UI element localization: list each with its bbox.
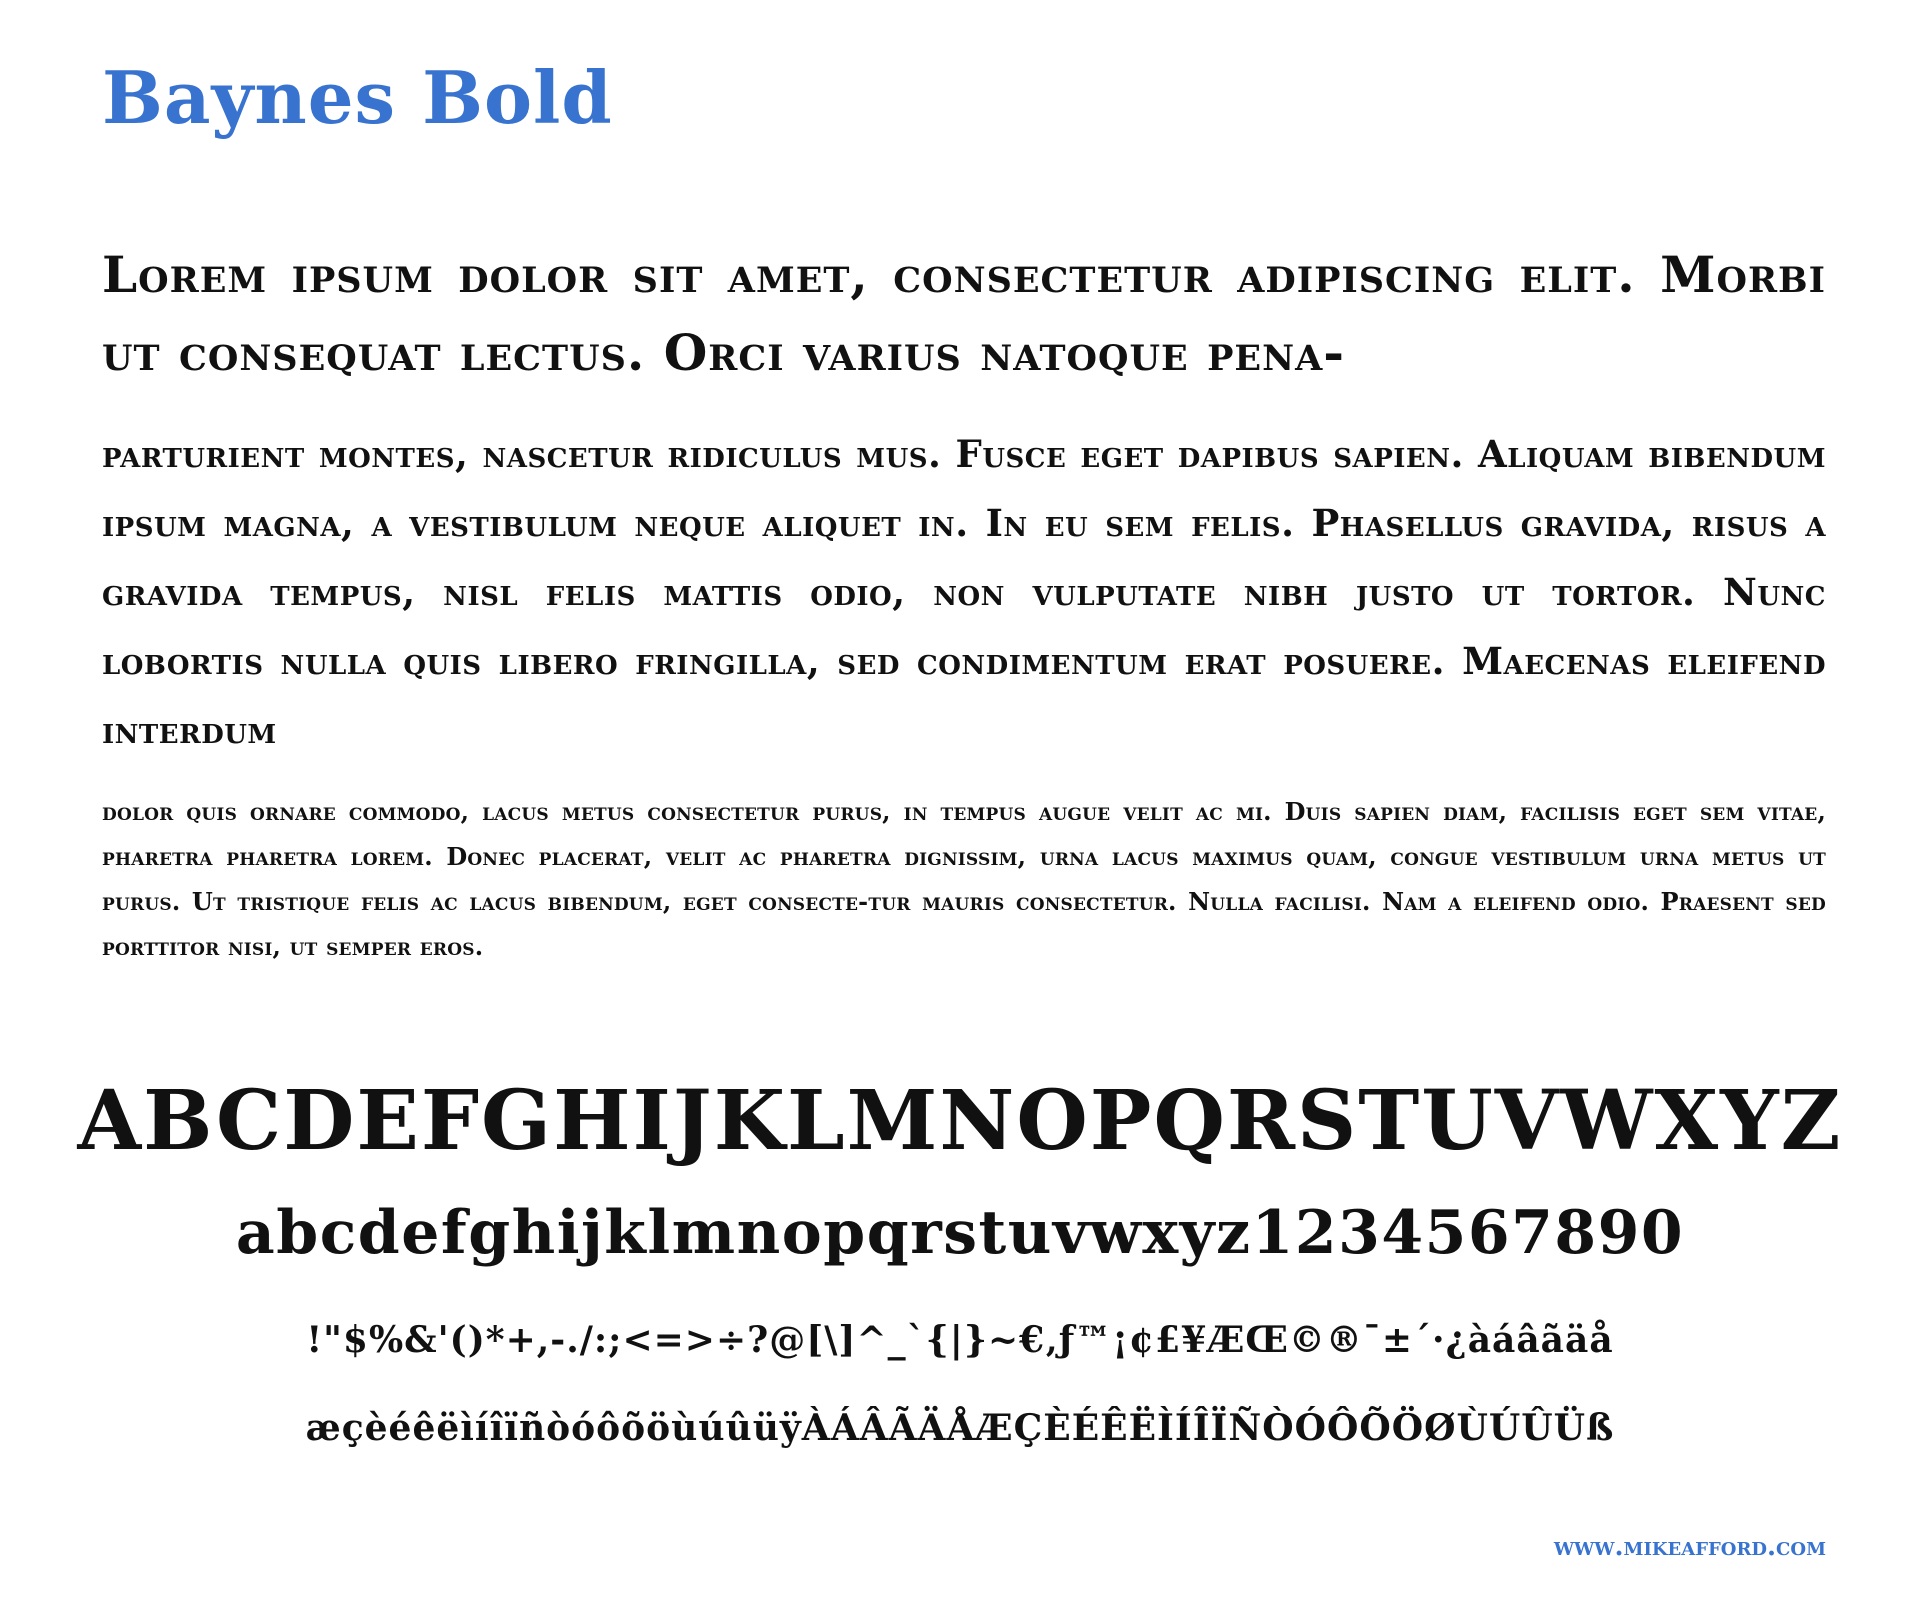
character-set-uppercase: ABCDEFGHIJKLMNOPQRSTUVWXYZ	[77, 1073, 1843, 1169]
font-title: Baynes Bold	[102, 55, 613, 140]
character-set-symbols: !"$%&'()*+,-./:;<=>÷?@[\]^_`{|}~€‚ƒ™¡¢£¥ÆŒ©®¯±´·¿àáâãäå	[306, 1319, 1614, 1361]
sample-text-large: Lorem ipsum dolor sit amet, consectetur adipiscing elit. Morbi ut consequat lectus. Orci varius natoque pena-	[102, 245, 1826, 382]
website-link[interactable]: www.mikeafford.com	[1553, 1532, 1826, 1562]
sample-text-medium: parturient montes, nascetur ridiculus mus. Fusce eget dapibus sapien. Aliquam bibendum ipsum magna, a vestibulum neque aliquet in. In eu sem felis. Phasellus gravida, risus a gravida tempus, nisl felis mattis odio, non vulputate nibh justo ut tortor. Nunc lobortis nulla quis libero fringilla, sed condimentum erat posuere. Maecenas eleifend interdum	[102, 432, 1826, 752]
character-set-accented: æçèéêëìíîïñòóôõöùúûüÿÀÁÂÃÄÅÆÇÈÉÊËÌÍÎÏÑÒÓÔÕÖØÙÚÛÜß	[305, 1407, 1615, 1449]
character-set-lowercase-numerals: abcdefghijklmnopqrstuvwxyz1234567890	[235, 1198, 1685, 1268]
sample-text-small: dolor quis ornare commodo, lacus metus consectetur purus, in tempus augue velit ac mi. Duis sapien diam, facilisis eget sem vitae, pharetra pharetra lorem. Donec placerat, velit ac pharetra dignissim, urna lacus maximus quam, congue vestibulum urna metus ut purus. Ut tristique felis ac lacus bibendum, eget consecte-tur mauris consectetur. Nulla facilisi. Nam a eleifend odio. Praesent sed porttitor nisi, ut semper eros.	[102, 797, 1826, 961]
